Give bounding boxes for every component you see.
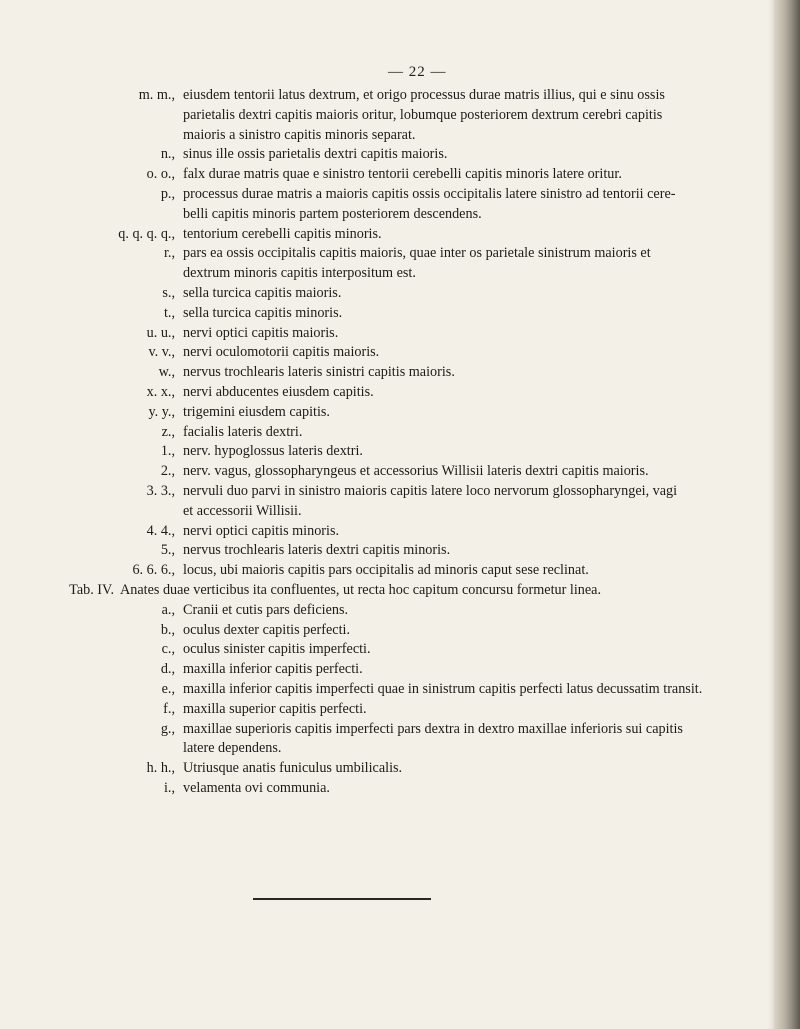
- entry-line: et accessorii Willisii.: [183, 502, 302, 519]
- legend-entry: [0, 165, 778, 185]
- entry-line: nervi optici capitis minoris.: [183, 522, 340, 539]
- entry-key: g.,: [160, 720, 175, 737]
- entry-text: [183, 165, 622, 185]
- entry-line: tentorium cerebelli capitis minoris.: [183, 225, 382, 242]
- legend-entry: [0, 244, 778, 284]
- entry-line: sella turcica capitis minoris.: [183, 304, 343, 321]
- entry-key: t.,: [163, 304, 175, 321]
- plate-heading: [0, 581, 778, 601]
- legend-entry: [0, 640, 778, 660]
- entry-text: [183, 423, 302, 443]
- entry-line: nerv. hypoglossus lateris dextri.: [183, 443, 363, 460]
- entry-line: belli capitis minoris partem posteriorem descendens.: [183, 205, 482, 222]
- legend-entry: [0, 423, 778, 443]
- entry-text: [183, 700, 367, 720]
- legend-entry: [0, 284, 778, 304]
- legend-entry: [0, 720, 778, 760]
- entry-line: dextrum minoris capitis interpositum est.: [183, 265, 416, 282]
- legend-entry: [0, 442, 778, 462]
- entry-key: 5.,: [160, 542, 175, 559]
- legend-entry: [0, 700, 778, 720]
- explanation-list: [0, 86, 778, 799]
- entry-line: trigemini eiusdem capitis.: [183, 403, 330, 420]
- legend-entry: [0, 561, 778, 581]
- entry-text: [183, 403, 330, 423]
- legend-entry: [0, 343, 778, 363]
- legend-entry: [0, 86, 778, 145]
- entry-key: 4. 4.,: [146, 522, 175, 539]
- entry-key: r.,: [163, 245, 175, 262]
- entry-line: maxilla inferior capitis perfecti.: [183, 661, 363, 678]
- entry-line: oculus dexter capitis perfecti.: [183, 621, 351, 638]
- entry-text: [183, 363, 455, 383]
- entry-text: [183, 621, 350, 641]
- entry-key: a.,: [161, 601, 175, 618]
- entry-key: 6. 6. 6.,: [132, 562, 175, 579]
- entry-key: z.,: [161, 423, 175, 440]
- entry-text: [183, 541, 450, 561]
- entry-key: i.,: [163, 779, 175, 796]
- entry-line: eiusdem tentorii latus dextrum, et origo processus durae matris illius, qui e sinu ossis: [183, 87, 665, 103]
- entry-line: Utriusque anatis funiculus umbilicalis.: [183, 760, 403, 777]
- entry-key: b.,: [160, 621, 175, 638]
- entry-text: [183, 383, 374, 403]
- entry-key: 2.,: [160, 463, 175, 480]
- entry-text: [183, 660, 363, 680]
- entry-line: nervi optici capitis maioris.: [183, 324, 339, 341]
- legend-entry: [0, 383, 778, 403]
- legend-entry: [0, 185, 778, 225]
- entry-key: d.,: [160, 661, 175, 678]
- entry-text: [183, 680, 702, 700]
- entry-line: Cranii et cutis pars deficiens.: [183, 601, 349, 618]
- entry-line: nervus trochlearis lateris dextri capitis minoris.: [183, 542, 451, 559]
- entry-line: maioris a sinistro capitis minoris separat.: [183, 126, 416, 143]
- legend-entry: [0, 324, 778, 344]
- entry-key: s.,: [162, 284, 175, 301]
- legend-entry: [0, 779, 778, 799]
- entry-key: q. q. q. q.,: [118, 225, 175, 242]
- entry-text: [183, 561, 589, 581]
- entry-text: [183, 482, 677, 522]
- entry-key: 3. 3.,: [146, 482, 175, 499]
- entry-line: nervuli duo parvi in sinistro maioris capitis latere loco nervorum glossopharyngei, vagi: [183, 482, 678, 499]
- book-edge: [774, 0, 800, 1029]
- entry-key: h. h.,: [146, 760, 175, 777]
- entry-line: locus, ubi maioris capitis pars occipitalis ad minoris caput sese reclinat.: [183, 562, 589, 579]
- entry-text: [183, 284, 341, 304]
- entry-key: u. u.,: [146, 324, 175, 341]
- legend-entry: [0, 363, 778, 383]
- entry-text: [183, 442, 363, 462]
- entry-line: sella turcica capitis maioris.: [183, 284, 342, 301]
- entry-text: [183, 225, 382, 245]
- legend-entry: [0, 680, 778, 700]
- entry-text: [183, 185, 675, 225]
- entry-line: maxillae superioris capitis imperfecti pars dextra in dextro maxillae inferioris sui capitis: [183, 720, 683, 737]
- legend-entry: [0, 660, 778, 680]
- entry-line: nervus trochlearis lateris sinistri capitis maioris.: [183, 364, 455, 381]
- entry-text: [183, 522, 339, 542]
- entry-text: [183, 601, 348, 621]
- entry-key: x. x.,: [146, 383, 175, 400]
- entry-text: [183, 324, 338, 344]
- entry-line: nervi abducentes eiusdem capitis.: [183, 383, 374, 400]
- legend-entry: [0, 304, 778, 324]
- entry-text: [183, 759, 402, 779]
- legend-entry: [0, 601, 778, 621]
- entry-line: pars ea ossis occipitalis capitis maioris, quae inter os parietale sinistrum maioris et: [183, 245, 651, 262]
- entry-line: sinus ille ossis parietalis dextri capitis maioris.: [183, 146, 448, 163]
- entry-key: y. y.,: [148, 403, 175, 420]
- closing-rule: [253, 898, 431, 900]
- entry-text: [183, 462, 649, 482]
- legend-entry: [0, 403, 778, 423]
- legend-entry: [0, 225, 778, 245]
- entry-key: o. o.,: [146, 166, 175, 183]
- entry-line: facialis lateris dextri.: [183, 423, 303, 440]
- entry-text: [120, 581, 601, 601]
- entry-line: oculus sinister capitis imperfecti.: [183, 641, 371, 658]
- entry-line: processus durae matris a maioris capitis ossis occipitalis latere sinistro ad tentorii cere-: [183, 185, 676, 202]
- entry-key: n.,: [160, 146, 175, 163]
- entry-line: parietalis dextri capitis maioris oritur, lobumque posteriorem dextrum cerebri capitis: [183, 106, 663, 123]
- entry-text: [183, 343, 379, 363]
- entry-line: maxilla superior capitis perfecti.: [183, 700, 367, 717]
- entry-text: [183, 145, 447, 165]
- legend-entry: [0, 145, 778, 165]
- legend-entry: [0, 541, 778, 561]
- entry-key: f.,: [163, 700, 175, 717]
- entry-key: e.,: [161, 680, 175, 697]
- entry-key: w.,: [158, 364, 175, 381]
- entry-line: Anates duae verticibus ita confluentes, ut recta hoc capitum concursu formetur linea.: [120, 581, 602, 598]
- entry-text: [183, 640, 371, 660]
- entry-line: maxilla inferior capitis imperfecti quae in sinistrum capitis perfecti latus decussatim transit.: [183, 680, 703, 697]
- entry-key: m. m.,: [138, 87, 175, 103]
- entry-text: [183, 304, 342, 324]
- legend-entry: [0, 621, 778, 641]
- entry-text: [183, 86, 665, 145]
- entry-line: velamenta ovi communia.: [183, 779, 330, 796]
- entry-text: [183, 244, 651, 284]
- entry-line: latere dependens.: [183, 740, 282, 757]
- entry-key: v. v.,: [148, 344, 175, 361]
- entry-text: [183, 720, 683, 760]
- page-number: — 22 —: [388, 64, 447, 80]
- entry-key: p.,: [160, 185, 175, 202]
- legend-entry: [0, 522, 778, 542]
- entry-line: nervi oculomotorii capitis maioris.: [183, 344, 380, 361]
- legend-entry: [0, 482, 778, 522]
- entry-key: 1.,: [160, 443, 175, 460]
- entry-key: Tab. IV.: [69, 581, 114, 598]
- entry-text: [183, 779, 330, 799]
- entry-line: falx durae matris quae e sinistro tentorii cerebelli capitis minoris latere oritur.: [183, 166, 622, 183]
- entry-line: nerv. vagus, glossopharyngeus et accessorius Willisii lateris dextri capitis maioris.: [183, 463, 649, 480]
- entry-key: c.,: [161, 641, 175, 658]
- legend-entry: [0, 759, 778, 779]
- legend-entry: [0, 462, 778, 482]
